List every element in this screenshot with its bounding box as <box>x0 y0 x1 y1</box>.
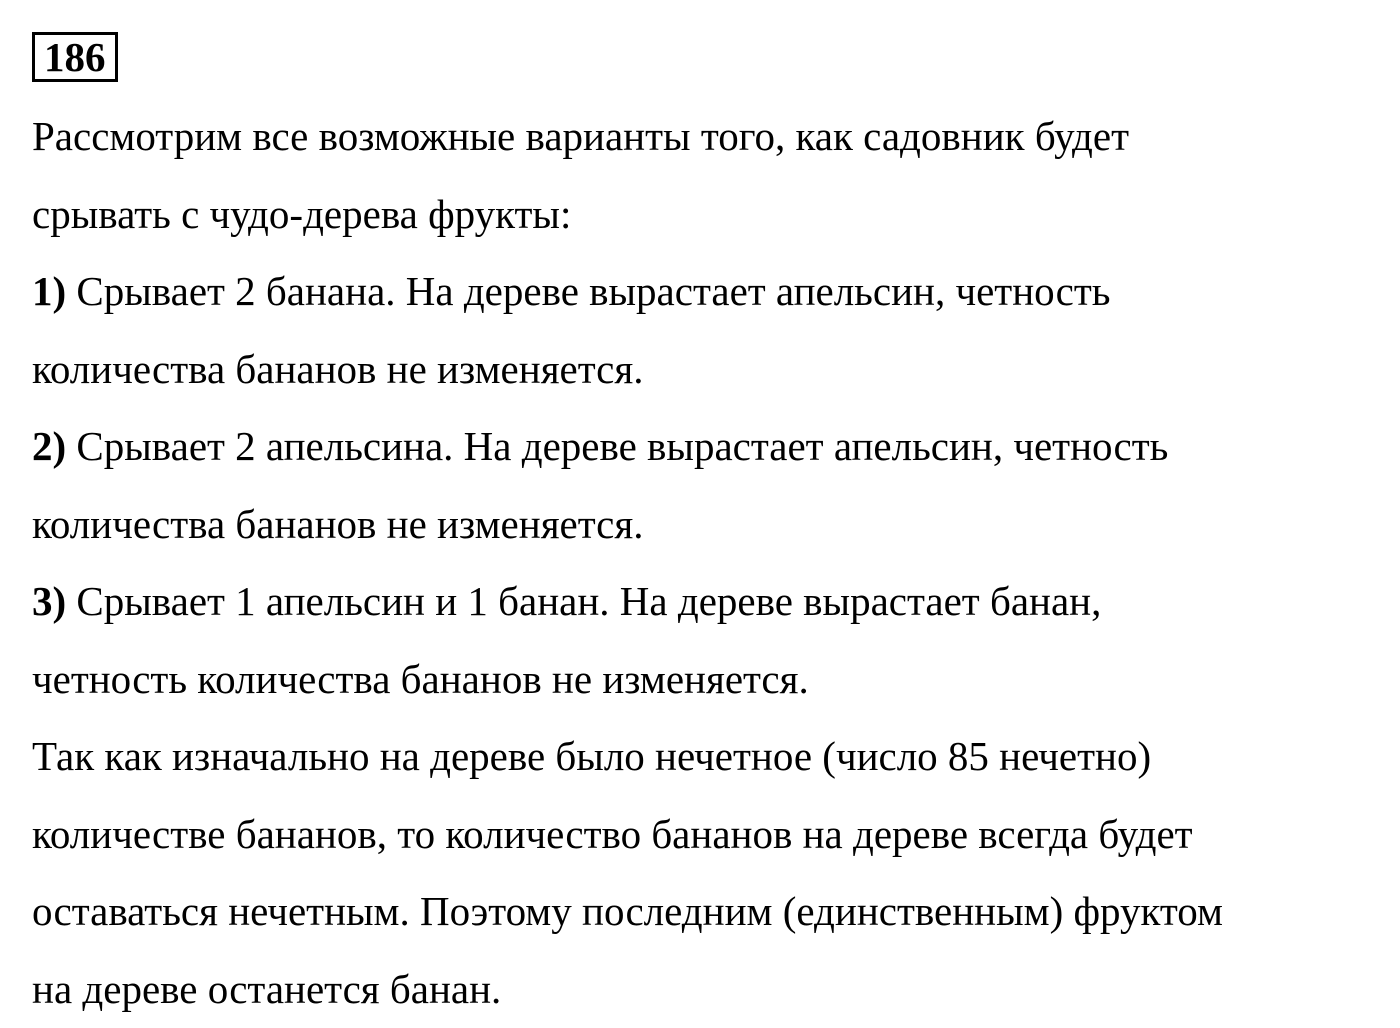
intro-line-1: Рассмотрим все возможные варианты того, как садовник будет <box>32 98 1382 176</box>
conclusion-line-1: Так как изначально на дереве было нечетное (число 85 нечетно) <box>32 718 1382 796</box>
step-1-text: Срывает 2 банана. На дереве вырастает апельсин, четность <box>66 268 1110 314</box>
step-1-line-1 <box>32 253 1382 331</box>
step-2-number: 2) <box>32 423 66 469</box>
step-1-number: 1) <box>32 268 66 314</box>
step-3-text: Срывает 1 апельсин и 1 банан. На дереве вырастает банан, <box>66 578 1101 624</box>
intro-line-2: срывать с чудо-дерева фрукты: <box>32 176 1382 254</box>
step-3-line-2: четность количества бананов не изменяется. <box>32 641 1382 719</box>
step-2-text: Срывает 2 апельсина. На дереве вырастает апельсин, четность <box>66 423 1168 469</box>
step-2-line-1 <box>32 408 1382 486</box>
conclusion-line-2: количестве бананов, то количество бананов на дереве всегда будет <box>32 796 1382 874</box>
problem-number-box: 186 <box>32 32 118 82</box>
step-1-line-2: количества бананов не изменяется. <box>32 331 1382 409</box>
step-3-line-1 <box>32 563 1382 641</box>
step-3-number: 3) <box>32 578 66 624</box>
conclusion-line-4: на дереве останется банан. <box>32 951 1382 1028</box>
step-2-line-2: количества бананов не изменяется. <box>32 486 1382 564</box>
document-page <box>32 32 1382 1028</box>
conclusion-line-3: оставаться нечетным. Поэтому последним (единственным) фруктом <box>32 873 1382 951</box>
